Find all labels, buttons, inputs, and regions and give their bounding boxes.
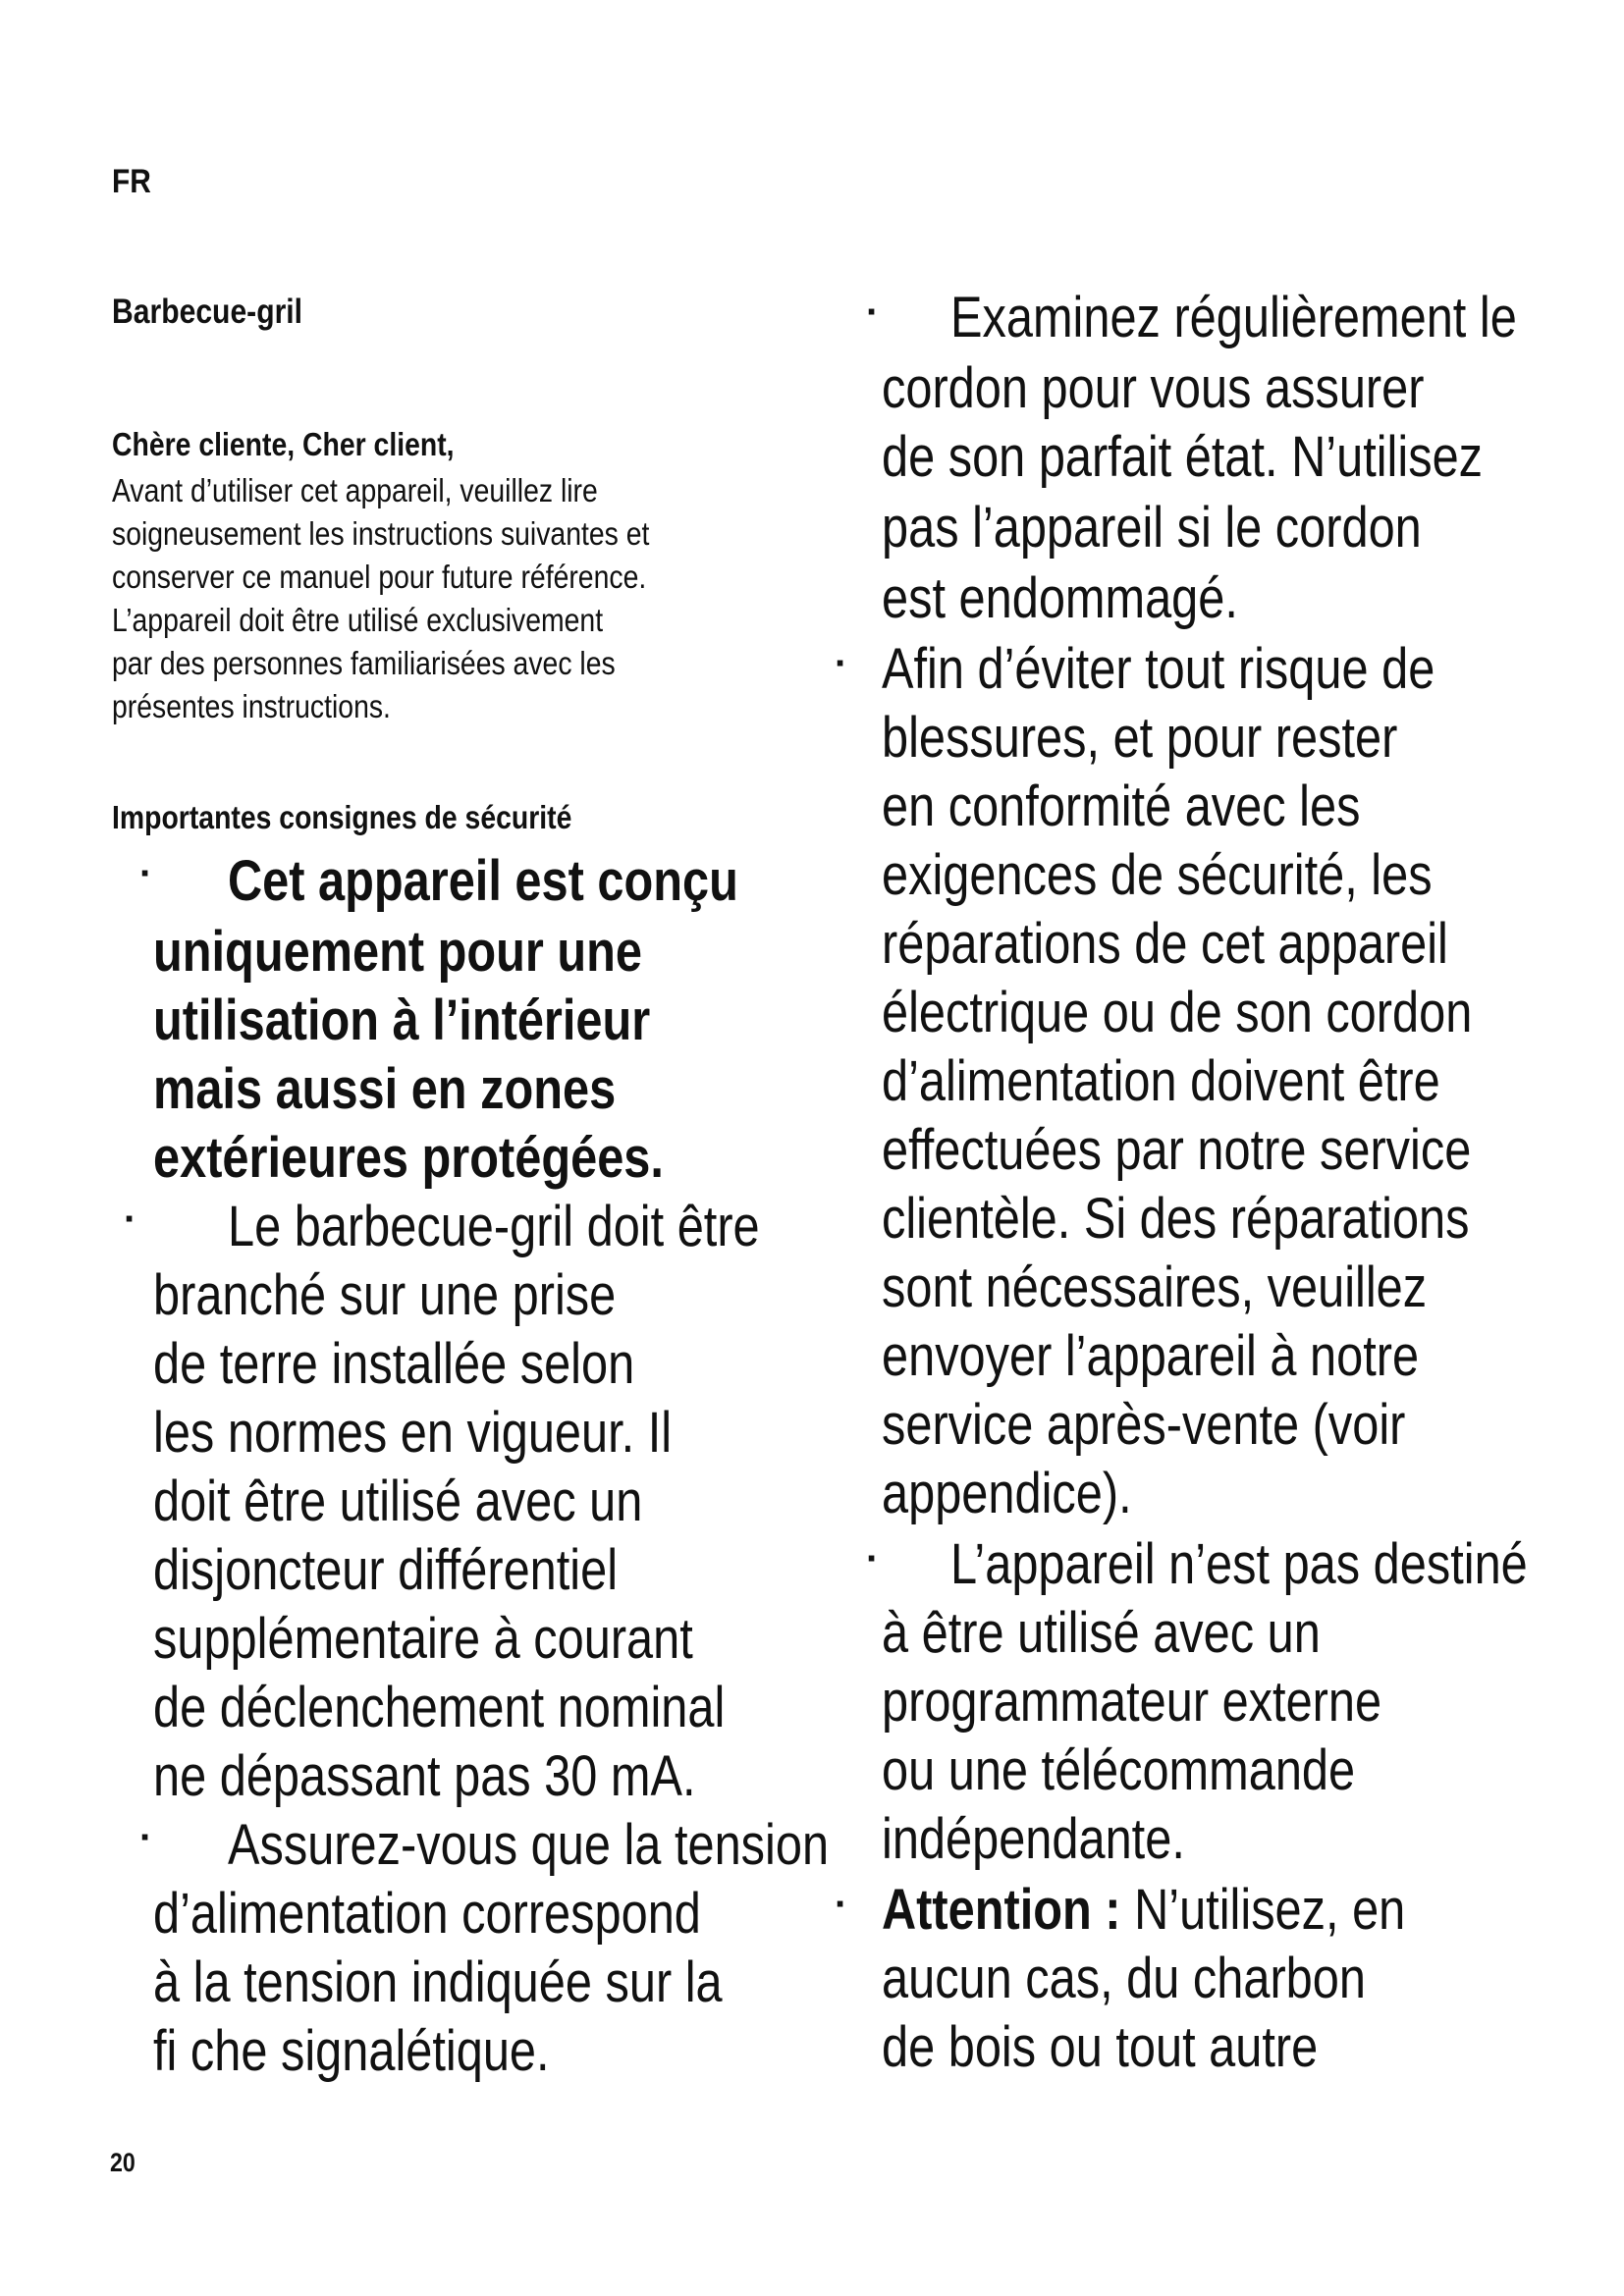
- safety-item-6-line-5: indépendante.: [882, 1807, 1185, 1871]
- safety-item-1-line-2: uniquement pour une: [153, 920, 643, 984]
- safety-item-3-line-1: Assurez-vous que la tension: [228, 1813, 830, 1877]
- safety-item-3-line-4: fi che signalétique.: [153, 2019, 550, 2083]
- safety-item-7-line-3: de bois ou tout autre: [882, 2015, 1319, 2079]
- safety-item-5-line-12: service après-vente (voir: [882, 1393, 1406, 1457]
- safety-item-2-line-2: branché sur une prise: [153, 1263, 617, 1327]
- safety-item-2-line-1: Le barbecue-gril doit être: [228, 1195, 760, 1258]
- safety-item-3-line-3: à la tension indiquée sur la: [153, 1950, 723, 2014]
- safety-item-4-line-1: Examinez régulièrement le: [950, 286, 1517, 349]
- document-title: Barbecue-gril: [112, 293, 303, 331]
- safety-item-2-line-4: les normes en vigueur. Il: [153, 1401, 673, 1465]
- bullet-marker: ·: [835, 1883, 848, 1926]
- bullet-marker: ·: [139, 1816, 153, 1859]
- safety-item-5-line-7: d’alimentation doivent être: [882, 1049, 1440, 1113]
- safety-item-2-line-6: disjoncteur différentiel: [153, 1538, 619, 1602]
- safety-heading: Importantes consignes de sécurité: [112, 799, 572, 835]
- bullet-marker: ·: [139, 852, 153, 895]
- safety-item-5-line-2: blessures, et pour rester: [882, 706, 1398, 770]
- safety-item-5-line-5: réparations de cet appareil: [882, 912, 1448, 976]
- safety-item-2-line-8: de déclenchement nominal: [153, 1676, 726, 1739]
- safety-item-4-line-3: de son parfait état. N’utilisez: [882, 425, 1484, 489]
- bullet-marker: ·: [835, 642, 848, 685]
- intro-line-2: soigneusement les instructions suivantes et: [112, 515, 650, 552]
- intro-line-6: présentes instructions.: [112, 688, 391, 724]
- safety-item-5-line-6: électrique ou de son cordon: [882, 981, 1473, 1044]
- safety-item-1-line-3: utilisation à l’intérieur: [153, 988, 651, 1052]
- safety-item-3-line-2: d’alimentation correspond: [153, 1882, 701, 1946]
- intro-line-1: Avant d’utiliser cet appareil, veuillez lire: [112, 472, 598, 508]
- safety-item-2-line-9: ne dépassant pas 30 mA.: [153, 1744, 696, 1808]
- safety-item-7-line-1: [882, 1879, 1405, 1942]
- bullet-marker: ·: [124, 1198, 137, 1241]
- language-code: FR: [112, 163, 151, 200]
- safety-item-2-line-3: de terre installée selon: [153, 1332, 635, 1396]
- safety-item-1-line-5: extérieures protégées.: [153, 1126, 664, 1190]
- safety-item-5-line-9: clientèle. Si des réparations: [882, 1187, 1470, 1251]
- safety-item-4-line-2: cordon pour vous assurer: [882, 356, 1425, 420]
- safety-item-6-line-2: à être utilisé avec un: [882, 1601, 1321, 1665]
- safety-item-5-line-1: Afin d’éviter tout risque de: [882, 637, 1435, 701]
- safety-item-6-line-3: programmateur externe: [882, 1670, 1382, 1734]
- intro-line-4: L’appareil doit être utilisé exclusivement: [112, 602, 604, 638]
- safety-item-5-line-3: en conformité avec les: [882, 774, 1361, 838]
- greeting: Chère cliente, Cher client,: [112, 426, 455, 462]
- safety-item-5-line-10: sont nécessaires, veuillez: [882, 1255, 1428, 1319]
- attention-text: N’utilisez, en: [1134, 1878, 1406, 1942]
- intro-line-5: par des personnes familiarisées avec les: [112, 645, 616, 681]
- safety-item-6-line-1: L’appareil n’est pas destiné: [950, 1532, 1528, 1596]
- safety-item-5-line-4: exigences de sécurité, les: [882, 843, 1433, 907]
- safety-item-4-line-4: pas l’appareil si le cordon: [882, 496, 1422, 560]
- safety-item-5-line-11: envoyer l’appareil à notre: [882, 1324, 1420, 1388]
- attention-label: Attention :: [882, 1878, 1121, 1942]
- intro-line-3: conserver ce manuel pour future référence.: [112, 559, 647, 595]
- safety-item-6-line-4: ou une télécommande: [882, 1738, 1356, 1802]
- bullet-marker: ·: [866, 1537, 880, 1580]
- bullet-marker: ·: [866, 291, 880, 334]
- safety-item-2-line-7: supplémentaire à courant: [153, 1607, 693, 1671]
- safety-item-4-line-5: est endommagé.: [882, 566, 1238, 630]
- safety-item-7-line-2: aucun cas, du charbon: [882, 1947, 1366, 2010]
- page-number: 20: [110, 2148, 135, 2177]
- safety-item-5-line-13: appendice).: [882, 1462, 1132, 1525]
- safety-item-2-line-5: doit être utilisé avec un: [153, 1469, 643, 1533]
- safety-item-1-line-1: Cet appareil est conçu: [228, 849, 738, 913]
- safety-item-1-line-4: mais aussi en zones: [153, 1057, 617, 1121]
- safety-item-5-line-8: effectuées par notre service: [882, 1118, 1472, 1182]
